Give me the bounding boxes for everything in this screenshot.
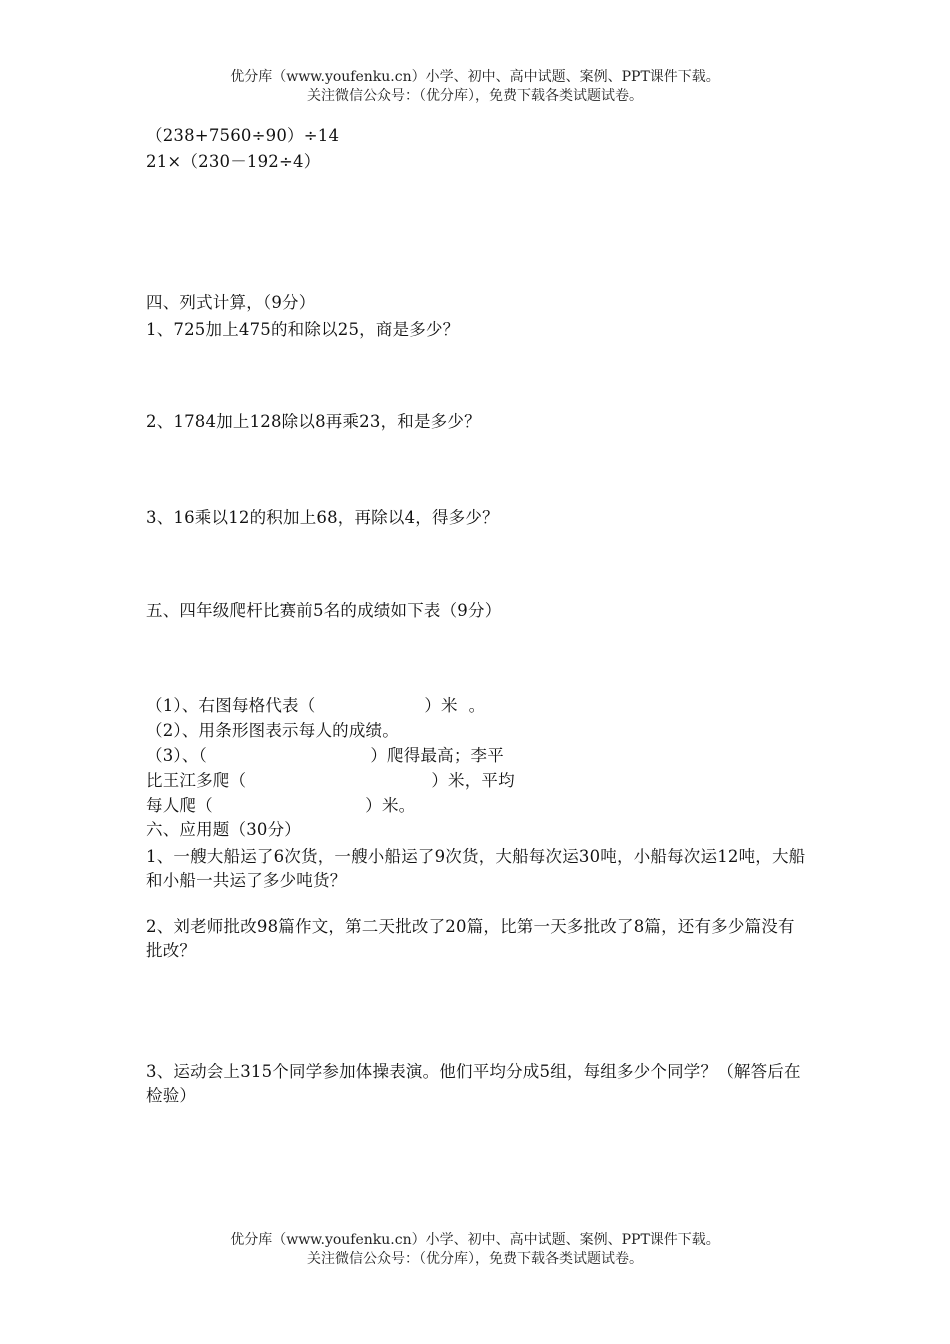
section-4-question-3: 3、16乘以12的积加上68，再除以4，得多少？ [146, 508, 499, 527]
section-6-title: 六、应用题（30分） [146, 820, 301, 839]
footer-line-1: 优分库（www.youfenku.cn）小学、初中、高中试题、案例、PPT课件下载。 [230, 1232, 720, 1248]
expression-1: （238+7560÷90）÷14 [146, 126, 340, 145]
section-4-question-1: 1、725加上475的和除以25，商是多少？ [146, 320, 460, 339]
section-5-line-5: 每人爬（ ）米。 [146, 796, 416, 815]
section-5-title: 五、四年级爬杆比赛前5名的成绩如下表（9分） [146, 601, 502, 620]
section-5-line-2: （2）、用条形图表示每人的成绩。 [146, 721, 399, 740]
section-4-title: 四、列式计算，（9分） [146, 293, 316, 312]
header-line-2: 关注微信公众号：（优分库），免费下载各类试题试卷。 [307, 88, 643, 104]
section-5-line-4: 比王江多爬（ ）米，平均 [146, 771, 515, 790]
section-5-line-3: （3）、（ ）爬得最高；李平 [146, 746, 504, 765]
section-6-question-1: 1、一艘大船运了6次货，一艘小船运了9次货，大船每次运30吨，小船每次运12吨，大船和小船一共运了多少吨货？ [146, 847, 806, 890]
expression-2: 21×（230－192÷4） [146, 152, 321, 171]
section-6-question-3: 3、运动会上315个同学参加体操表演。他们平均分成5组，每组多少个同学？（解答后在检验） [146, 1062, 801, 1105]
header-line-1: 优分库（www.youfenku.cn）小学、初中、高中试题、案例、PPT课件下载。 [230, 69, 720, 85]
footer-line-2: 关注微信公众号：（优分库），免费下载各类试题试卷。 [307, 1251, 643, 1267]
section-6-question-2: 2、刘老师批改98篇作文，第二天批改了20篇，比第一天多批改了8篇，还有多少篇没有批改？ [146, 917, 795, 960]
section-5-line-1: （1）、右图每格代表（ ）米 。 [146, 696, 486, 715]
section-4-question-2: 2、1784加上128除以8再乘23，和是多少？ [146, 412, 481, 431]
